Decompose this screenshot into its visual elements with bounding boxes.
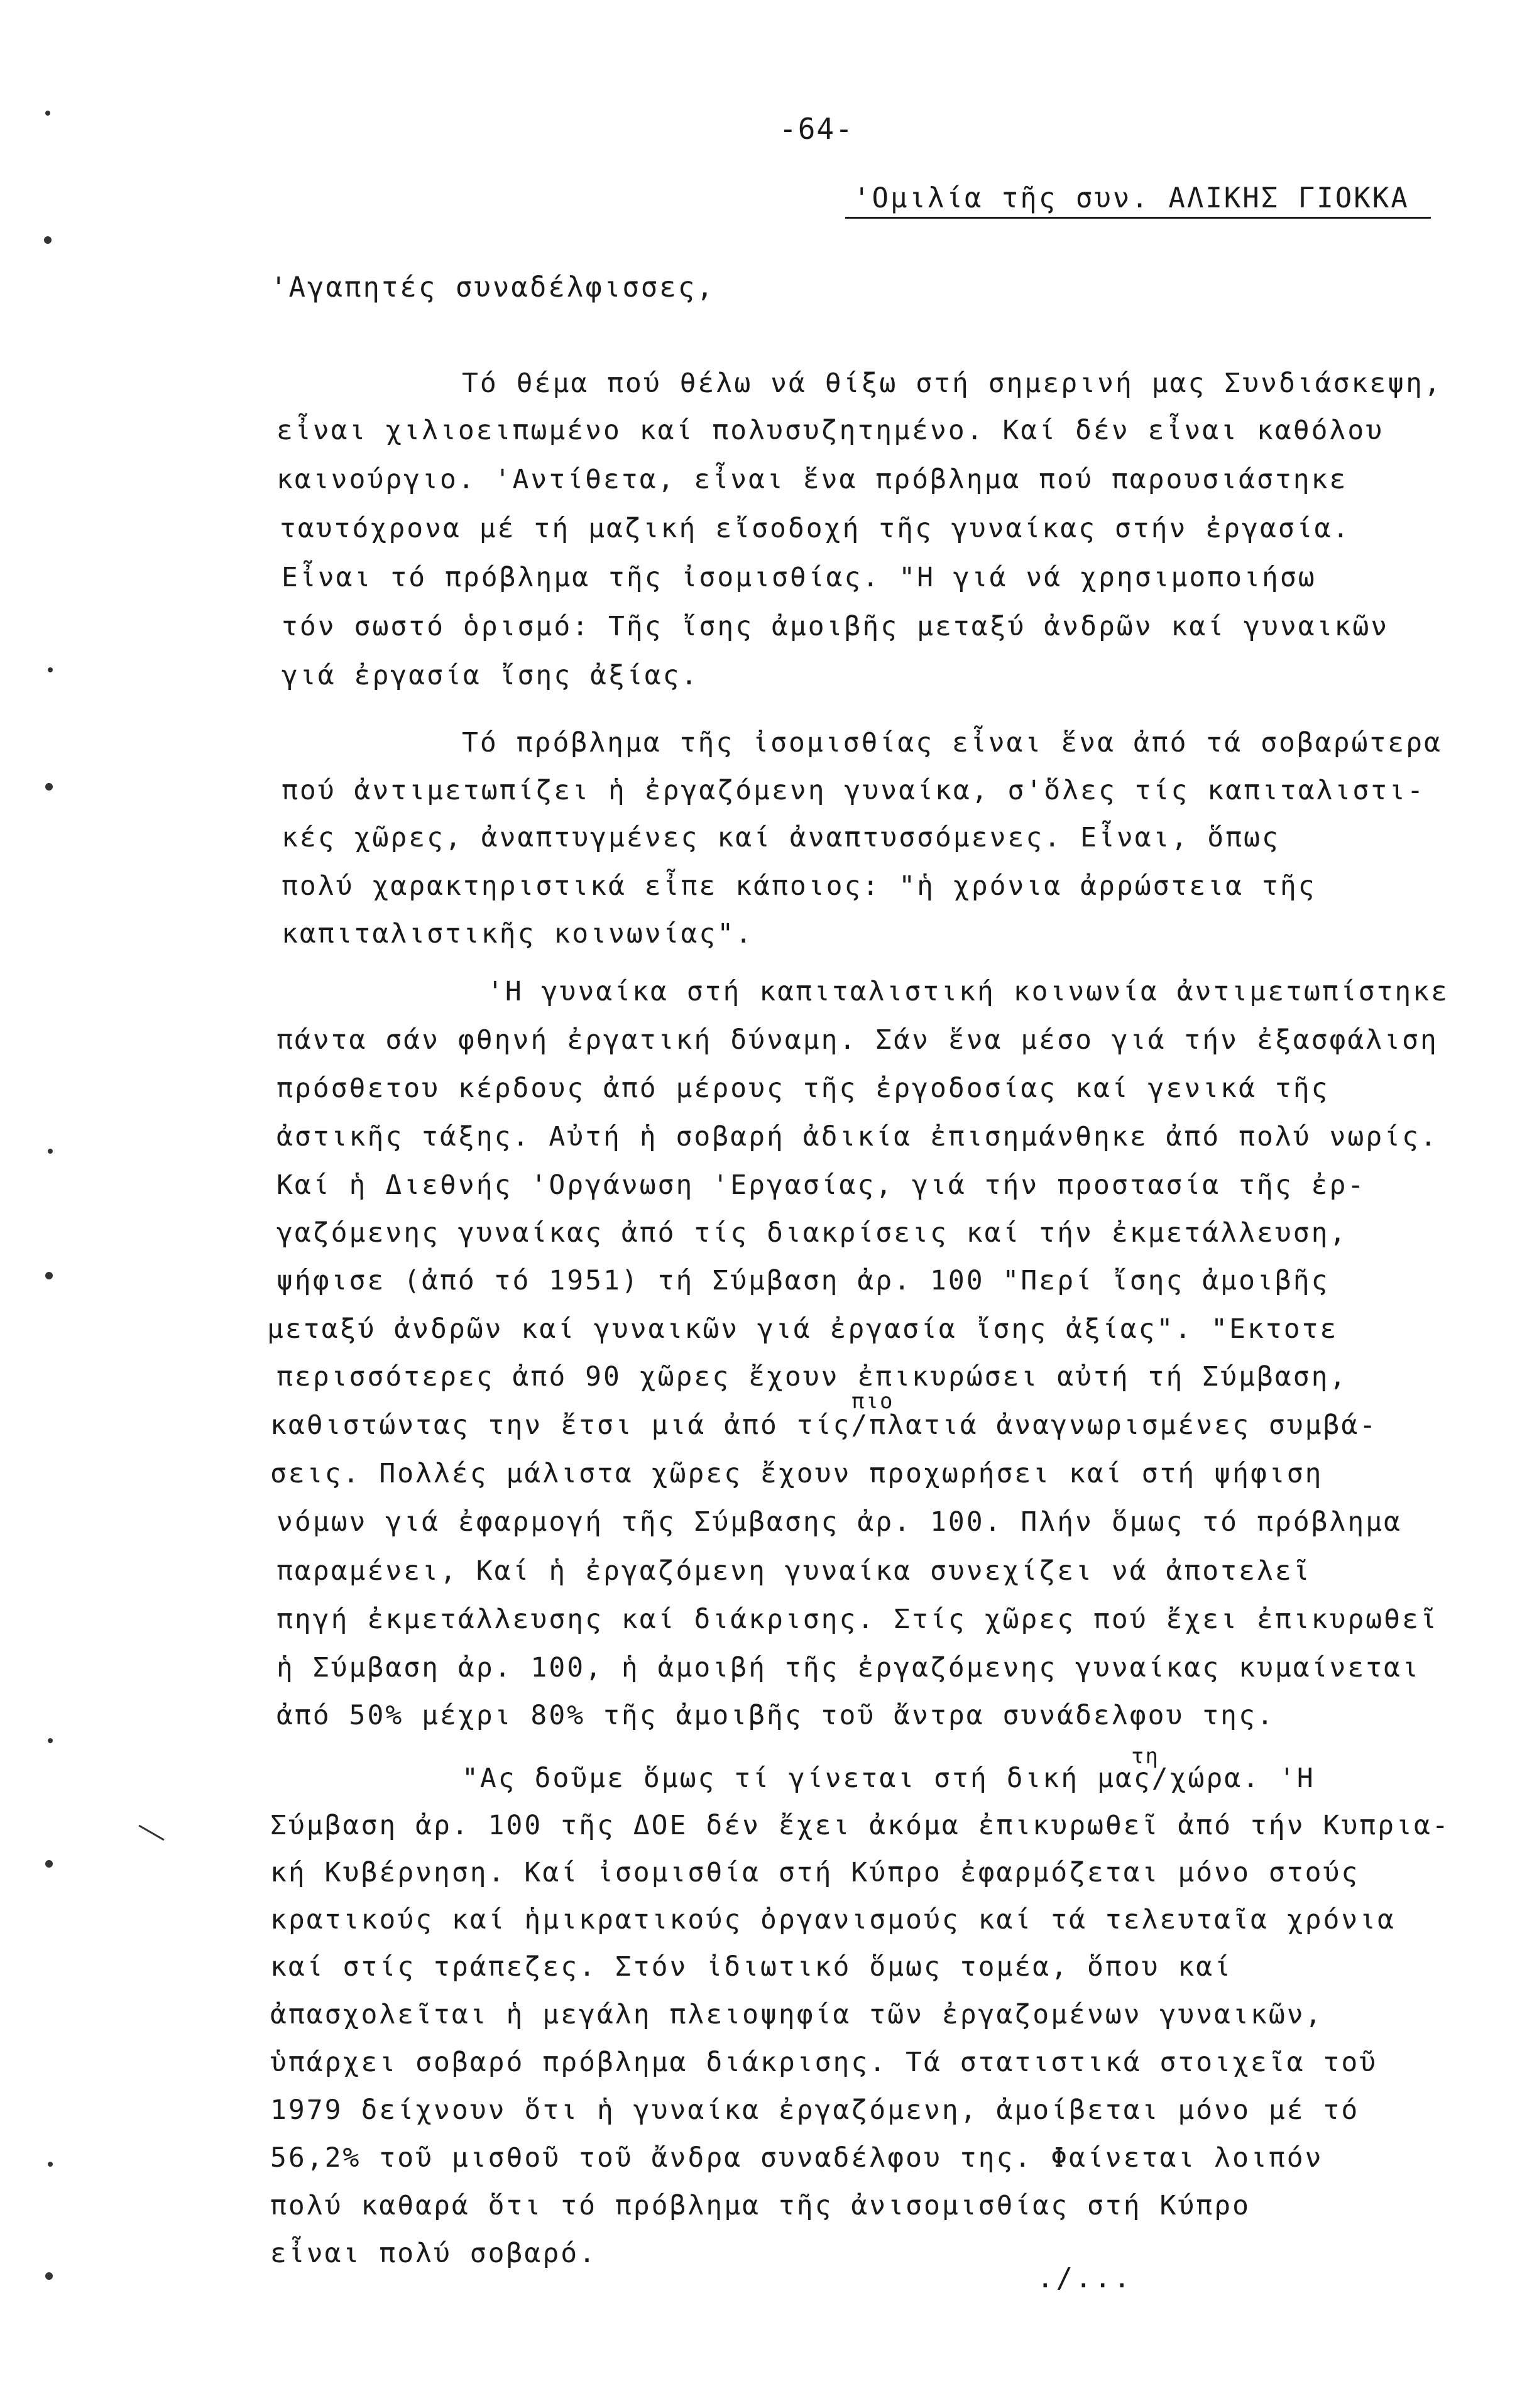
text-line: παραμένει, Καί ἡ ἐργαζόμενη γυναίκα συνεχίζει νά ἀποτελεῖ: [276, 1555, 1311, 1587]
text-line: ἡ Σύμβαση ἀρ. 100, ἡ ἀμοιβή τῆς ἐργαζόμενης γυναίκας κυμαίνεται: [276, 1652, 1420, 1683]
scan-speck: [48, 667, 53, 672]
text-line: "Ας δοῦμε ὅμως τί γίνεται στή δική μας/χώρα. 'Η: [462, 1763, 1315, 1794]
scan-mark: [138, 1825, 164, 1841]
interlinear-insertion: πιο: [851, 1389, 894, 1414]
scan-speck: [48, 1149, 53, 1154]
text-line: πάντα σάν φθηνή ἐργατική δύναμη. Σάν ἕνα μέσο γιά τήν ἐξασφάλιση: [276, 1024, 1438, 1056]
text-line: σεις. Πολλές μάλιστα χῶρες ἔχουν προχωρήσει καί στή ψήφιση: [270, 1458, 1323, 1489]
scan-speck: [45, 783, 53, 791]
page-number: -64-: [779, 112, 854, 146]
text-line: πολύ χαρακτηριστικά εἶπε κάποιος: "ἡ χρόνια ἀρρώστεια τῆς: [282, 870, 1316, 902]
text-line: πηγή ἐκμετάλλευσης καί διάκρισης. Στίς χῶρες πού ἔχει ἐπικυρωθεῖ: [276, 1604, 1438, 1635]
text-line: 'Η γυναίκα στή καπιταλιστική κοινωνία ἀντιμετωπίστηκε: [487, 976, 1450, 1007]
speech-title: 'Ομιλία τῆς συν. ΑΛΙΚΗΣ ΓΙΟΚΚΑ: [853, 182, 1409, 214]
text-line: πρόσθετου κέρδους ἀπό μέρους τῆς ἐργοδοσίας καί γενικά τῆς: [276, 1073, 1330, 1104]
scan-speck: [45, 2272, 53, 2280]
text-line: καθιστώντας την ἔτσι μιά ἀπό τίς/πλατιά ἀναγνωρισμένες συμβά-: [270, 1409, 1378, 1441]
text-line: ἀστικῆς τάξης. Αὐτή ἡ σοβαρή ἀδικία ἐπισημάνθηκε ἀπό πολύ νωρίς.: [276, 1121, 1438, 1152]
text-line: πολύ καθαρά ὅτι τό πρόβλημα τῆς ἀνισομισθίας στή Κύπρο: [270, 2190, 1251, 2221]
scan-speck: [48, 2162, 53, 2167]
salutation: 'Αγαπητές συναδέλφισσες,: [270, 271, 715, 304]
text-line: εἶναι χιλιοειπωμένο καί πολυσυζητημένο. Καί δέν εἶναι καθόλου: [276, 415, 1384, 446]
text-line: κές χῶρες, ἀναπτυγμένες καί ἀναπτυσσόμενες. Εἶναι, ὅπως: [282, 822, 1280, 853]
interlinear-insertion: τη: [1131, 1744, 1159, 1769]
text-line: ταυτόχρονα μέ τή μαζική εἴσοδοχή τῆς γυναίκας στήν ἐργασία.: [280, 513, 1351, 544]
text-line: ψήφισε (ἀπό τό 1951) τή Σύμβαση ἀρ. 100 "Περί ἴσης ἀμοιβῆς: [276, 1265, 1330, 1296]
text-line: 56,2% τοῦ μισθοῦ τοῦ ἄνδρα συναδέλφου της. Φαίνεται λοιπόν: [270, 2142, 1323, 2174]
text-line: τόν σωστό ὁρισμό: Τῆς ἴσης ἀμοιβῆς μεταξύ ἀνδρῶν καί γυναικῶν: [282, 611, 1389, 642]
text-line: μεταξύ ἀνδρῶν καί γυναικῶν γιά ἐργασία ἴσης ἀξίας". "Εκτοτε: [267, 1313, 1338, 1345]
text-line: πού ἀντιμετωπίζει ἡ ἐργαζόμενη γυναίκα, σ'ὅλες τίς καπιταλιστι-: [282, 775, 1425, 806]
text-line: νόμων γιά ἐφαρμογή τῆς Σύμβασης ἀρ. 100. Πλήν ὅμως τό πρόβλημα: [276, 1506, 1403, 1538]
scan-speck: [48, 1738, 53, 1743]
text-line: ἀπό 50% μέχρι 80% τῆς ἀμοιβῆς τοῦ ἄντρα συνάδελφου της.: [276, 1700, 1275, 1731]
text-line: Τό θέμα πού θέλω νά θίξω στή σημερινή μας Συνδιάσκεψη,: [462, 368, 1442, 399]
title-underline: [845, 217, 1431, 219]
scan-speck: [45, 111, 50, 116]
text-line: γιά ἐργασία ἴσης ἀξίας.: [282, 660, 699, 691]
text-line: ἀπασχολεῖται ἡ μεγάλη πλειοψηφία τῶν ἐργαζομένων γυναικῶν,: [270, 1999, 1323, 2030]
text-line: καπιταλιστικῆς κοινωνίας".: [282, 918, 754, 950]
text-line: γαζόμενης γυναίκας ἀπό τίς διακρίσεις καί τήν ἐκμετάλλευση,: [276, 1217, 1348, 1249]
scan-speck: [44, 236, 52, 244]
text-line: κρατικούς καί ἡμικρατικούς ὀργανισμούς καί τά τελευταῖα χρόνια: [270, 1904, 1396, 1935]
text-line: εἶναι πολύ σοβαρό.: [270, 2238, 597, 2269]
text-line: Τό πρόβλημα τῆς ἰσομισθίας εἶναι ἕνα ἀπό τά σοβαρώτερα: [462, 727, 1442, 758]
text-line: ὑπάρχει σοβαρό πρόβλημα διάκρισης. Τά στατιστικά στοιχεῖα τοῦ: [270, 2047, 1378, 2078]
text-line: καινούργιο. 'Αντίθετα, εἶναι ἕνα πρόβλημα πού παρουσιάστηκε: [276, 464, 1348, 495]
text-line: περισσότερες ἀπό 90 χῶρες ἔχουν ἐπικυρώσει αὐτή τή Σύμβαση,: [276, 1361, 1348, 1393]
text-line: 1979 δείχνουν ὅτι ἡ γυναίκα ἐργαζόμενη, ἀμοίβεται μόνο μέ τό: [270, 2094, 1360, 2126]
text-line: Καί ἡ Διεθνής 'Οργάνωση 'Εργασίας, γιά τήν προστασία τῆς ἐρ-: [276, 1169, 1366, 1201]
text-line: Σύμβαση ἀρ. 100 τῆς ΔΟΕ δέν ἔχει ἀκόμα ἐπικυρωθεῖ ἀπό τήν Κυπρια-: [270, 1810, 1450, 1841]
text-line: καί στίς τράπεζες. Στόν ἰδιωτικό ὅμως τομέα, ὅπου καί: [270, 1951, 1233, 1983]
scan-speck: [45, 1860, 53, 1868]
continuation-mark: ./...: [1037, 2262, 1133, 2294]
text-line: κή Κυβέρνηση. Καί ἰσομισθία στή Κύπρο ἐφαρμόζεται μόνο στούς: [270, 1857, 1360, 1888]
text-line: Εἶναι τό πρόβλημα τῆς ἰσομισθίας. "Η γιά νά χρησιμοποιήσω: [282, 562, 1316, 593]
scan-speck: [45, 1272, 53, 1279]
